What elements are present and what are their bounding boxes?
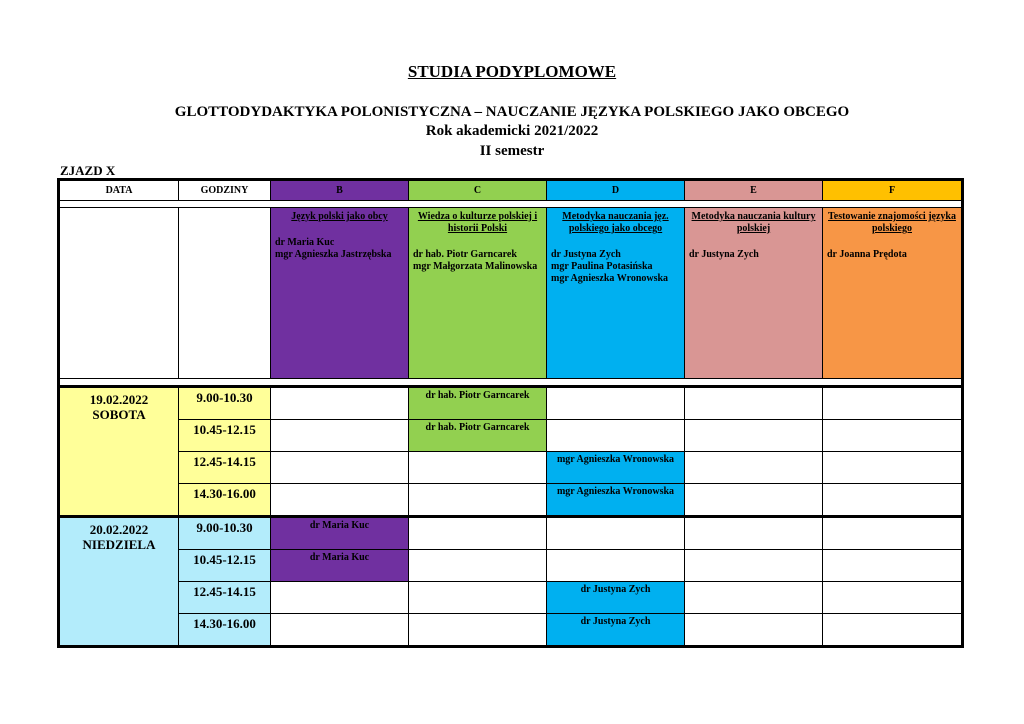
class-cell-c: dr hab. Piotr Garncarek bbox=[409, 420, 547, 452]
subject-teachers bbox=[271, 223, 408, 261]
empty-cell bbox=[823, 582, 963, 614]
empty-cell bbox=[685, 614, 823, 647]
class-cell-d: dr Justyna Zych bbox=[547, 582, 685, 614]
hours-cell: 9.00-10.30 bbox=[179, 387, 271, 420]
schedule-row bbox=[59, 582, 963, 614]
hours-cell: 9.00-10.30 bbox=[179, 517, 271, 550]
teacher-name: mgr Małgorzata Malinowska bbox=[413, 261, 538, 272]
zjazd-label: ZJAZD X bbox=[60, 163, 116, 178]
schedule-row bbox=[59, 614, 963, 647]
empty-cell bbox=[409, 582, 547, 614]
hours-cell: 14.30-16.00 bbox=[179, 484, 271, 517]
day-cell bbox=[59, 517, 179, 647]
schedule-row bbox=[59, 550, 963, 582]
empty-cell bbox=[547, 387, 685, 420]
class-cell-c: dr hab. Piotr Garncarek bbox=[409, 387, 547, 420]
subject-teachers bbox=[823, 235, 961, 261]
page-title: STUDIA PODYPLOMOWE bbox=[407, 62, 617, 81]
schedule-row bbox=[59, 484, 963, 517]
subject-teachers bbox=[547, 235, 684, 285]
empty-cell bbox=[685, 517, 823, 550]
subject-teachers bbox=[409, 235, 546, 273]
empty-cell bbox=[823, 484, 963, 517]
teacher-name: dr Maria Kuc bbox=[275, 237, 335, 248]
empty-cell bbox=[409, 550, 547, 582]
hours-cell: 10.45-12.15 bbox=[179, 550, 271, 582]
empty-cell bbox=[271, 484, 409, 517]
class-cell-d: mgr Agnieszka Wronowska bbox=[547, 452, 685, 484]
day-date: 20.02.2022 bbox=[89, 522, 149, 537]
subject-name: Testowanie znajomości języka polskiego bbox=[828, 211, 956, 234]
program-name: GLOTTODYDAKTYKA POLONISTYCZNA – NAUCZANIE JĘZYKA POLSKIEGO JAKO OBCEGO bbox=[174, 104, 850, 120]
empty-cell bbox=[409, 484, 547, 517]
class-cell-d: mgr Agnieszka Wronowska bbox=[547, 484, 685, 517]
subject-name: Wiedza o kulturze polskiej i historii Polski bbox=[417, 211, 538, 234]
empty-cell bbox=[823, 420, 963, 452]
schedule-row bbox=[59, 517, 963, 550]
empty-cell bbox=[823, 614, 963, 647]
teacher-name: mgr Paulina Potasińska bbox=[551, 261, 653, 272]
schedule-row bbox=[59, 452, 963, 484]
empty-cell bbox=[271, 582, 409, 614]
empty-cell bbox=[685, 550, 823, 582]
empty-cell bbox=[823, 517, 963, 550]
academic-year: Rok akademicki 2021/2022 bbox=[425, 123, 599, 139]
empty-cell bbox=[823, 452, 963, 484]
empty-cell bbox=[685, 387, 823, 420]
empty-cell bbox=[271, 452, 409, 484]
hours-cell: 14.30-16.00 bbox=[179, 614, 271, 647]
header-group-e: E bbox=[685, 180, 823, 201]
hours-cell: 10.45-12.15 bbox=[179, 420, 271, 452]
teacher-name: dr Joanna Prędota bbox=[827, 249, 907, 260]
teacher-name: dr Justyna Zych bbox=[689, 249, 759, 260]
day-name: NIEDZIELA bbox=[82, 537, 156, 552]
empty-cell bbox=[685, 582, 823, 614]
header-group-d: D bbox=[547, 180, 685, 201]
empty-cell bbox=[685, 420, 823, 452]
schedule-row bbox=[59, 387, 963, 420]
teacher-name: mgr Agnieszka Jastrzębska bbox=[275, 249, 392, 260]
empty-cell bbox=[271, 387, 409, 420]
header-godziny: GODZINY bbox=[179, 180, 271, 201]
subject-cell-e bbox=[685, 208, 823, 379]
empty-cell bbox=[823, 550, 963, 582]
subject-cell-b bbox=[271, 208, 409, 379]
schedule-table bbox=[57, 178, 964, 648]
teacher-name: mgr Agnieszka Wronowska bbox=[551, 273, 669, 284]
empty-cell bbox=[547, 550, 685, 582]
teacher-name: dr hab. Piotr Garncarek bbox=[413, 249, 517, 260]
hours-cell: 12.45-14.15 bbox=[179, 452, 271, 484]
empty-cell bbox=[547, 420, 685, 452]
subject-name: Metodyka nauczania jęz. polskiego jako obcego bbox=[562, 211, 669, 234]
header-data: DATA bbox=[59, 180, 179, 201]
semester: II semestr bbox=[479, 143, 545, 159]
subject-empty-hours bbox=[179, 208, 271, 379]
day-date: 19.02.2022 bbox=[89, 392, 149, 407]
empty-cell bbox=[547, 517, 685, 550]
schedule-row bbox=[59, 420, 963, 452]
header-group-f: F bbox=[823, 180, 963, 201]
class-cell-b: dr Maria Kuc bbox=[271, 550, 409, 582]
empty-cell bbox=[409, 452, 547, 484]
empty-cell bbox=[823, 387, 963, 420]
class-cell-b: dr Maria Kuc bbox=[271, 517, 409, 550]
hours-cell: 12.45-14.15 bbox=[179, 582, 271, 614]
header-group-b: B bbox=[271, 180, 409, 201]
empty-cell bbox=[409, 614, 547, 647]
subject-cell-f bbox=[823, 208, 963, 379]
subject-teachers bbox=[685, 235, 822, 261]
empty-cell bbox=[271, 614, 409, 647]
teacher-name: dr Justyna Zych bbox=[551, 249, 621, 260]
subject-cell-d bbox=[547, 208, 685, 379]
subject-name: Język polski jako obcy bbox=[291, 211, 388, 222]
empty-cell bbox=[271, 420, 409, 452]
subject-empty-data bbox=[59, 208, 179, 379]
day-name: SOBOTA bbox=[92, 407, 146, 422]
day-cell bbox=[59, 387, 179, 517]
empty-cell bbox=[685, 484, 823, 517]
class-cell-d: dr Justyna Zych bbox=[547, 614, 685, 647]
empty-cell bbox=[409, 517, 547, 550]
empty-cell bbox=[685, 452, 823, 484]
subject-name: Metodyka nauczania kultury polskiej bbox=[691, 211, 816, 234]
header-group-c: C bbox=[409, 180, 547, 201]
subject-cell-c bbox=[409, 208, 547, 379]
